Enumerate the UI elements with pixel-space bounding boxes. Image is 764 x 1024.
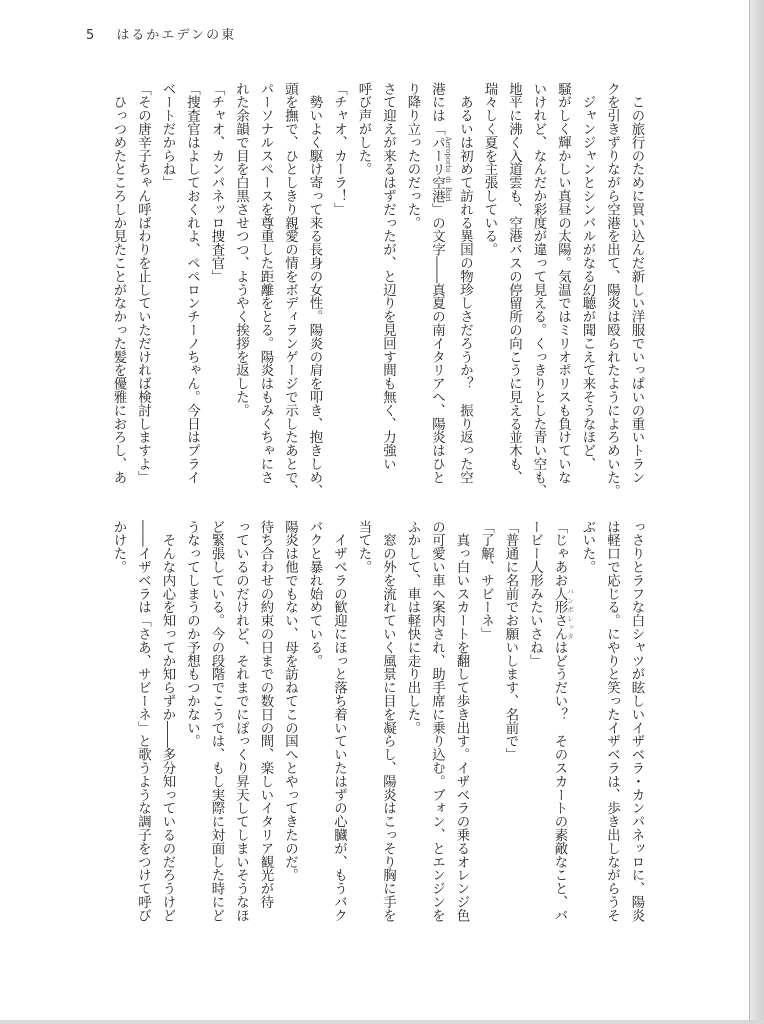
text-run: パーソナルスペースを尊重した距離をとる。陽炎はもみくちゃにさ [258,82,273,484]
text-column [277,520,302,945]
text-column [351,520,376,945]
text-run: 地平に沸く入道雲も、空港バスの停留所の向こうに見える並木も、 [506,82,522,484]
text-column [179,82,204,507]
text-run: ービー人形みたいさね」 [527,520,543,668]
text-run: 「了解、サビーネ」 [478,520,494,641]
text-run: は軽口で応じる。にやりと笑ったイザベラは、歩き出しながらうそ [604,520,620,922]
text-run: ジャンジャンとシンバルがなる幻聴が聞こえて来そうなほど、 [580,82,595,471]
text-run: 呼び声がした。 [356,82,371,176]
text-column [130,82,155,507]
text-column [575,520,600,945]
text-run: 」の文字――真夏の南イタリアへ、陽炎はひと [429,202,445,484]
text-column [253,82,278,507]
text-column [449,520,474,945]
page-number: 5 [86,28,97,43]
text-run: 「その唐辛子ちゃん呼ばわりを止していただければ検討しますよ」 [135,82,151,484]
text-run: ど緊張している。今の段階でこうでは、もし実際に対面した時にど [209,520,224,922]
text-column [624,520,649,945]
text-run: 待ち合わせの約束の日までの数日の間、楽しいイタリア観光が待 [258,520,273,909]
text-column [326,520,351,945]
text-run: り降り立ったのだった。 [405,82,420,230]
text-run: っているのだけれど、それまでにぽっくり昇天してしまいそうなほ [233,520,249,922]
text-run: 窓の外を流れていく風景に目を凝らし、陽炎はこっそり胸に手を [380,520,396,922]
text-run: かけた。 [111,520,126,574]
text-column [424,520,449,945]
ruby-annotation [429,135,452,203]
text-column [400,520,425,945]
text-run: 「普通に名前でお願いします、名前で」 [503,520,518,762]
text-run: ――イザベラは「さあ、サビーネ」と歌うような調子をつけて呼び [135,520,151,922]
text-column [473,520,498,945]
text-run: っさりとラフな白シャツが眩しいイザベラ・カンパネッロに、陽炎 [629,520,644,922]
text-column [130,520,155,945]
text-block-lower [106,520,649,945]
text-run: 真っ白いスカートを翻して歩き出す。イザベラの乗るオレンジ色 [454,520,469,922]
ruby-base: 人形さん [552,587,567,641]
text-column [375,82,400,507]
text-column [599,82,624,507]
text-run: さて迎えが来るはずだったが、と辺りを見回す間も無く、力強い [380,82,396,471]
text-column [550,82,575,507]
text-run: 騒がしく輝かしい真昼の太陽。気温ではミリオポリスも負けていな [555,82,571,484]
text-column [501,82,526,507]
text-run: いけれど、なんだか彩度が違って見える。くっきりとした青い空も、 [531,82,546,498]
text-column [204,520,229,945]
text-run: 頭を撫で、ひとしきり親愛の情をボディランゲージで示したあとで、 [282,82,298,498]
text-run: この旅行のために買い込んだ新しい洋服でいっぱいの重いトラン [629,82,644,484]
text-run: 「チャオ、カーラ！」 [331,82,347,216]
text-run: 勢いよく駆け寄って来る長身の女性。陽炎の肩を叩き、抱きしめ、 [307,82,322,498]
text-column [253,520,278,945]
chapter-title: はるかエデンの東 [116,28,237,43]
text-run: 瑞々しく夏を主張している。 [482,82,497,257]
text-column [302,520,327,945]
text-column [477,82,502,507]
text-block-upper [106,82,649,507]
text-column [575,82,600,507]
page-bottom-edge [0,1020,764,1024]
text-run: 「チャオ、カンパネッロ捜査官」 [209,82,224,283]
text-column [375,520,400,945]
text-column [155,520,180,945]
text-column [599,520,624,945]
text-run: イザベラの歓迎にほっと落ち着いていたはずの心臓が、もうバク [331,520,347,922]
text-column [400,82,425,507]
text-column [277,82,302,507]
text-run: ふかして、車は軽快に走り出した。 [405,520,420,735]
text-run: そんな内心を知ってか知らずか――多分知っているのだろうけど [160,520,175,922]
text-run: 「捜査官はよしておくれよ、ペペロンチーノちゃん。今日はプライ [184,82,200,484]
text-run: ひっつめたところしか見たことがなかった髪を優雅におろし、あ [111,82,126,484]
text-run: バクと暴れ始めている。 [307,520,322,668]
text-column [522,520,547,945]
text-column [155,82,180,507]
ruby-text: Aeroporto di Bari [444,135,452,203]
text-column [179,520,204,945]
ruby-annotation [552,587,575,641]
text-run: ベートだからね」 [160,82,175,190]
text-column [351,82,376,507]
text-column [302,82,327,507]
text-run: はどうだい？ そのスカートの素敵なこと、バ [552,640,567,923]
text-run: あるいは初めて訪れる異国の物珍しさだろうか？ 振り返った空 [457,82,473,484]
text-column [228,82,253,507]
text-run: ぶいた。 [580,520,595,574]
text-column [624,82,649,507]
text-column [106,520,131,945]
page-edge [749,0,764,1024]
text-run: の可愛い車へ案内され、助手席に乗り込む。ブォン、とエンジンを [429,520,445,922]
text-column [228,520,253,945]
text-run: うなってしまうのか予想もつかない。 [184,520,200,748]
text-column [424,82,452,507]
text-run: クを引きずりながら空港を出て、陽炎は殴られたようによろめいた。 [604,82,620,498]
text-run: 陽炎は他でもない、母を訪ねてこの国へとやってきたのだ。 [282,520,298,882]
ruby-text: バンボレッタ [566,587,575,641]
text-run: 当てた。 [356,520,371,574]
running-header [86,24,236,43]
text-column [498,520,523,945]
ruby-base: パーリ空港 [429,135,445,203]
text-run: 「じゃあお [552,520,567,587]
text-column [106,82,131,507]
text-column [452,82,477,507]
text-run: れた余韻で目を白黒させつつ、ようやく挨拶を返した。 [233,82,249,417]
text-run: 港には「 [429,82,445,136]
text-column [526,82,551,507]
text-column [204,82,229,507]
text-column [326,82,351,507]
text-column [547,520,575,945]
